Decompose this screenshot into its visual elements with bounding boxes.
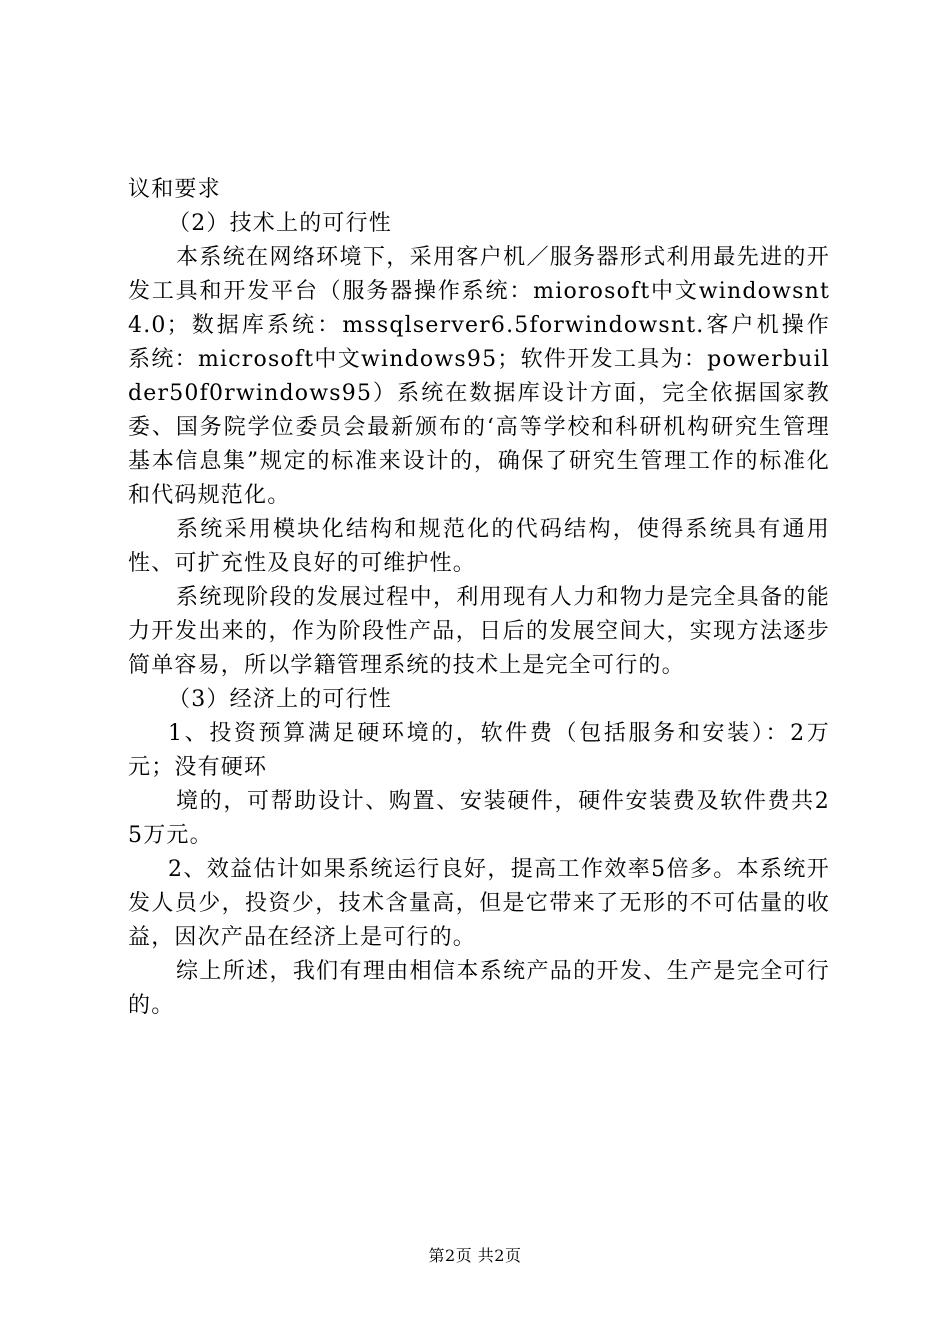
page-number-footer: 第2页 共2页 [428,1246,522,1265]
paragraph-development-stage: 系统现阶段的发展过程中，利用现有人力和物力是完全具备的能力开发出来的，作为阶段性产品，日后的发展空间大，实现方法逐步简单容易，所以学籍管理系统的技术上是完全可行的。 [128,585,830,678]
paragraph-investment-budget-continued: 境的，可帮助设计、购置、安装硬件，硬件安装费及软件费共25万元。 [128,789,830,848]
paragraph-conclusion: 综上所述，我们有理由相信本系统产品的开发、生产是完全可行的。 [128,959,830,1018]
paragraph-investment-budget: 1、投资预算满足硬环境的，软件费（包括服务和安装）：2万元；没有硬环 [128,721,830,780]
section-heading-technical-feasibility: （2）技术上的可行性 [168,211,392,236]
paragraph-benefit-estimate: 2、效益估计如果系统运行良好，提高工作效率5倍多。本系统开发人员少，投资少，技术含量高，但是它带来了无形的不可估量的收益，因次产品在经济上是可行的。 [128,857,830,950]
paragraph-continuation: 议和要求 [128,177,221,202]
section-heading-economic-feasibility: （3）经济上的可行性 [168,687,392,712]
document-body [128,173,830,1023]
paragraph-system-platform: 本系统在网络环境下，采用客户机／服务器形式利用最先进的开发工具和开发平台（服务器操作系统：miorosoft中文windowsnt4.0；数据库系统：mssqlserver6.5forwindowsnt.客户机操作系统：microsoft中文windows95；软件开发工具为：powerbuilder50f0rwindows95）系统在数据库设计方面，完全依据国家教委、国务院学位委员会最新颁布的‘高等学校和科研机构研究生管理基本信息集”规定的标准来设计的，确保了研究生管理工作的标准化和代码规范化。 [128,245,830,508]
paragraph-modular-structure: 系统采用模块化结构和规范化的代码结构，使得系统具有通用性、可扩充性及良好的可维护性。 [128,517,830,576]
